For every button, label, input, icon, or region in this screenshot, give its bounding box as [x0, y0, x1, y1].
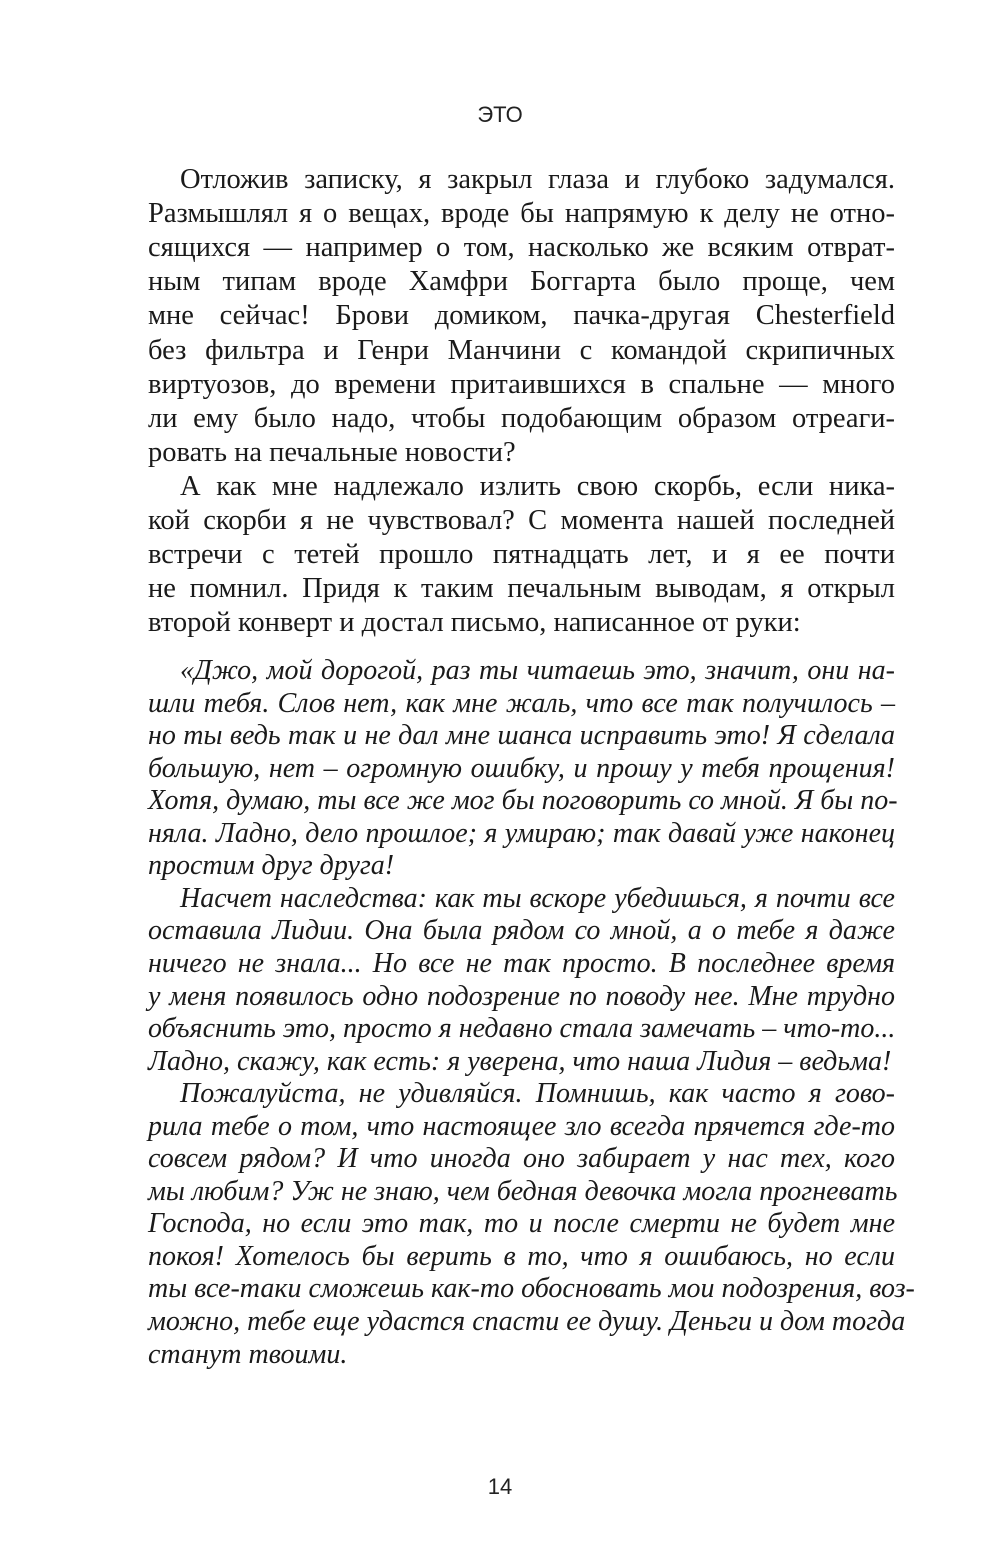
body-paragraph-line: Отложив записку, я закрыл глаза и глубоко задумался. [180, 164, 895, 195]
letter-paragraph-line: можно, тебе еще удастся спасти ее душу. Деньги и дом тогда [148, 1306, 906, 1337]
letter-paragraph-line: большую, нет – огромную ошибку, и прошу у тебя прощения! [148, 752, 895, 784]
body-paragraph-line: встречи с тетей прошло пятнадцать лет, и я ее почти [148, 539, 895, 571]
letter-paragraph-line: няла. Ладно, дело прошлое; я умираю; так давай уже наконец [148, 817, 895, 849]
letter-paragraph-line: станут твоими. [148, 1338, 348, 1370]
letter-paragraph-line: Пожалуйста, не удивляйся. Помнишь, как часто я гово- [180, 1078, 895, 1110]
letter-paragraph-line: ничего не знала... Но все не так просто. В последнее время [148, 947, 895, 979]
body-paragraph-line: А как мне надлежало излить свою скорбь, если ника- [180, 470, 895, 502]
running-header: ЭТО [477, 102, 523, 127]
body-paragraph-line: ным типам вроде Хамфри Боггарта было проще, чем [148, 266, 895, 298]
letter-paragraph-line: шли тебя. Слов нет, как мне жаль, что все так получилось – [148, 687, 895, 719]
body-paragraph-line: виртуозов, до времени притаившихся в спальне — много [148, 368, 895, 400]
letter-paragraph-line: у меня появилось одно подозрение по поводу нее. Мне трудно [148, 980, 895, 1012]
body-paragraph-line: кой скорби я не чувствовал? С момента нашей последней [148, 505, 895, 536]
letter-paragraph-line: Ладно, скажу, как есть: я уверена, что наша Лидия – ведьма! [148, 1045, 892, 1077]
letter-paragraph-line: Господа, но если это так, то и после смерти не будет мне [148, 1208, 895, 1240]
page-number: 14 [487, 1474, 513, 1499]
letter-paragraph-line: совсем рядом? И что иногда оно забирает у нас тех, кого [148, 1143, 895, 1175]
body-paragraph-line: ровать на печальные новости? [148, 436, 516, 468]
letter-paragraph-line: ты все-таки сможешь как-то обосновать мои подозрения, воз- [148, 1273, 915, 1305]
letter-paragraph-line: оставила Лидии. Она была рядом со мной, а о тебе я даже [148, 915, 895, 947]
letter-paragraph-line: Насчет наследства: как ты вскоре убедишься, я почти все [180, 882, 895, 914]
letter-paragraph-line: объяснить это, просто я недавно стала замечать – что-то... [148, 1013, 896, 1045]
letter-paragraph-line: «Джо, мой дорогой, раз ты читаешь это, значит, они на- [180, 655, 895, 686]
body-paragraph-line: второй конверт и достал письмо, написанное от руки: [148, 607, 801, 639]
letter-paragraph-line: но ты ведь так и не дал мне шанса исправить это! Я сделала [148, 720, 895, 752]
letter-paragraph-line: простим друг друга! [148, 850, 395, 882]
body-paragraph-line: мне сейчас! Брови домиком, пачка-другая Chesterfield [148, 300, 895, 332]
body-paragraph-line: Размышлял я о вещах, вроде бы напрямую к делу не отно- [148, 198, 895, 230]
letter-paragraph-line: мы любим? Уж не знаю, чем бедная девочка могла прогневать [148, 1175, 898, 1207]
body-paragraph-line: сящихся — например о том, насколько же всяким отврат- [148, 232, 895, 264]
body-paragraph-line: не помнил. Придя к таким печальным выводам, я открыл [148, 573, 895, 605]
letter-paragraph-line: рила тебе о том, что настоящее зло всегда прячется где-то [148, 1110, 895, 1142]
letter-paragraph-line: Хотя, думаю, ты все же мог бы поговорить со мной. Я бы по- [148, 785, 898, 817]
body-paragraph-line: без фильтра и Генри Манчини с командой скрипичных [148, 334, 895, 366]
letter-paragraph-line: покоя! Хотелось бы верить в то, что я ошибаюсь, но если [148, 1240, 895, 1272]
body-paragraph-line: ли ему было надо, чтобы подобающим образом отреаги- [148, 402, 895, 434]
